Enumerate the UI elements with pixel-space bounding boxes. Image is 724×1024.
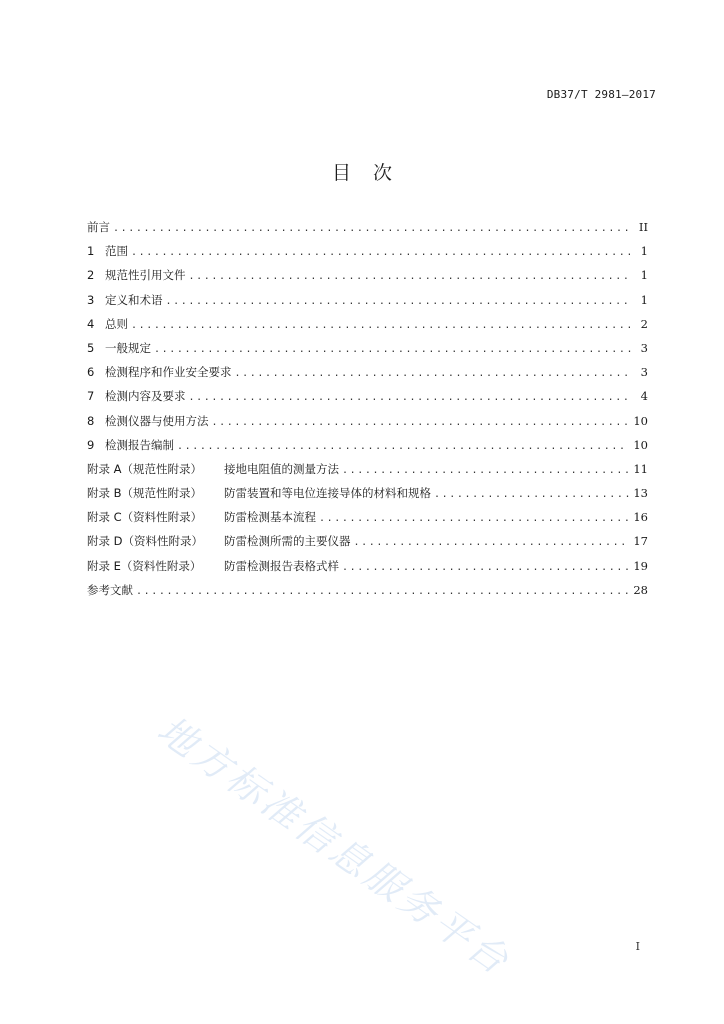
toc-dot-leader bbox=[131, 244, 632, 262]
toc-entry[interactable] bbox=[87, 315, 648, 339]
toc-entry-appendix-tag: 附录 A（规范性附录） bbox=[87, 461, 203, 476]
toc-entry-title[interactable]: 前言 bbox=[87, 220, 110, 234]
toc-entry-page: 1 bbox=[640, 268, 648, 283]
toc-entry-page: 10 bbox=[633, 437, 648, 452]
toc-entry-page: 11 bbox=[633, 461, 648, 476]
toc-entry[interactable] bbox=[87, 436, 648, 460]
toc-entry-page: 16 bbox=[633, 510, 648, 525]
toc-entry-title[interactable]: 防雷检测报告表格式样 bbox=[224, 558, 339, 573]
page-title: 目次 bbox=[331, 162, 414, 184]
toc-entry-appendix-tag: 附录 E（资料性附录） bbox=[87, 558, 202, 573]
toc-entry-page: 17 bbox=[633, 534, 648, 549]
toc-entry-title[interactable]: 规范性引用文件 bbox=[105, 268, 186, 283]
toc-entry-page: 28 bbox=[633, 582, 648, 597]
toc-entry-title[interactable]: 一般规定 bbox=[105, 340, 151, 355]
toc-entry-page: 19 bbox=[633, 558, 648, 573]
toc-entry-number: 6 bbox=[87, 365, 95, 380]
toc-entry-appendix-tag: 附录 D（资料性附录） bbox=[87, 534, 204, 549]
toc-dot-leader bbox=[342, 559, 629, 577]
toc-entry[interactable] bbox=[87, 532, 648, 556]
toc-entry-title[interactable]: 检测程序和作业安全要求 bbox=[105, 365, 232, 380]
toc-dot-leader bbox=[154, 341, 632, 359]
standard-code: DB37/T 2981—2017 bbox=[546, 88, 656, 101]
toc-entry[interactable] bbox=[87, 291, 648, 315]
toc-entry-page: 2 bbox=[640, 316, 648, 331]
table-of-contents bbox=[87, 218, 648, 605]
toc-entry-title[interactable]: 防雷检测所需的主要仪器 bbox=[224, 534, 351, 549]
toc-entry-title[interactable]: 检测仪器与使用方法 bbox=[105, 413, 209, 428]
toc-entry[interactable] bbox=[87, 412, 648, 436]
toc-entry-appendix-tag: 附录 C（资料性附录） bbox=[87, 510, 203, 525]
toc-dot-leader bbox=[319, 510, 629, 528]
toc-entry-title[interactable]: 检测内容及要求 bbox=[105, 389, 186, 404]
toc-entry-page: 13 bbox=[633, 486, 648, 501]
toc-entry-number: 2 bbox=[87, 268, 95, 283]
toc-entry-page: 3 bbox=[640, 340, 648, 355]
toc-dot-leader bbox=[177, 438, 629, 456]
page-number: I bbox=[635, 940, 640, 953]
toc-dot-leader bbox=[189, 268, 633, 286]
toc-entry-title[interactable]: 总则 bbox=[105, 316, 128, 331]
toc-dot-leader bbox=[166, 293, 633, 311]
toc-entry-number: 3 bbox=[87, 292, 95, 307]
toc-entry[interactable] bbox=[87, 218, 648, 242]
toc-dot-leader bbox=[235, 365, 633, 383]
toc-dot-leader bbox=[131, 317, 632, 335]
toc-entry-number: 7 bbox=[87, 389, 95, 404]
toc-entry[interactable] bbox=[87, 581, 648, 605]
toc-entry-title[interactable]: 参考文献 bbox=[87, 582, 133, 597]
toc-dot-leader bbox=[354, 534, 630, 552]
toc-dot-leader bbox=[113, 220, 632, 238]
toc-entry-number: 5 bbox=[87, 340, 95, 355]
toc-dot-leader bbox=[212, 414, 630, 432]
toc-entry-title[interactable]: 接地电阻值的测量方法 bbox=[224, 461, 339, 476]
toc-entry-number: 9 bbox=[87, 437, 95, 452]
toc-entry-number: 8 bbox=[87, 413, 95, 428]
toc-dot-leader bbox=[342, 462, 629, 480]
toc-entry[interactable] bbox=[87, 363, 648, 387]
toc-entry-appendix-tag: 附录 B（规范性附录） bbox=[87, 486, 203, 501]
watermark: 地方标准信息服务平台 bbox=[149, 707, 519, 985]
toc-entry[interactable] bbox=[87, 508, 648, 532]
toc-entry-title[interactable]: 防雷检测基本流程 bbox=[224, 510, 316, 525]
toc-entry[interactable] bbox=[87, 557, 648, 581]
toc-entry-title[interactable]: 范围 bbox=[105, 244, 128, 259]
toc-entry-title[interactable]: 防雷装置和等电位连接导体的材料和规格 bbox=[224, 486, 431, 501]
toc-entry-title[interactable]: 定义和术语 bbox=[105, 292, 163, 307]
toc-entry-page: 1 bbox=[640, 292, 648, 307]
toc-entry[interactable] bbox=[87, 266, 648, 290]
toc-entry-page: 3 bbox=[640, 365, 648, 380]
toc-dot-leader bbox=[136, 583, 629, 601]
toc-entry[interactable] bbox=[87, 387, 648, 411]
toc-dot-leader bbox=[434, 486, 629, 504]
toc-entry[interactable] bbox=[87, 242, 648, 266]
toc-entry[interactable] bbox=[87, 460, 648, 484]
toc-entry-number: 4 bbox=[87, 316, 95, 331]
toc-dot-leader bbox=[189, 389, 633, 407]
toc-entry[interactable] bbox=[87, 484, 648, 508]
toc-entry-page: 1 bbox=[640, 244, 648, 259]
toc-entry[interactable] bbox=[87, 339, 648, 363]
toc-entry-page: 4 bbox=[640, 389, 648, 404]
toc-entry-page: II bbox=[638, 220, 648, 234]
toc-entry-title[interactable]: 检测报告编制 bbox=[105, 437, 174, 452]
toc-entry-page: 10 bbox=[633, 413, 648, 428]
toc-entry-number: 1 bbox=[87, 244, 95, 259]
